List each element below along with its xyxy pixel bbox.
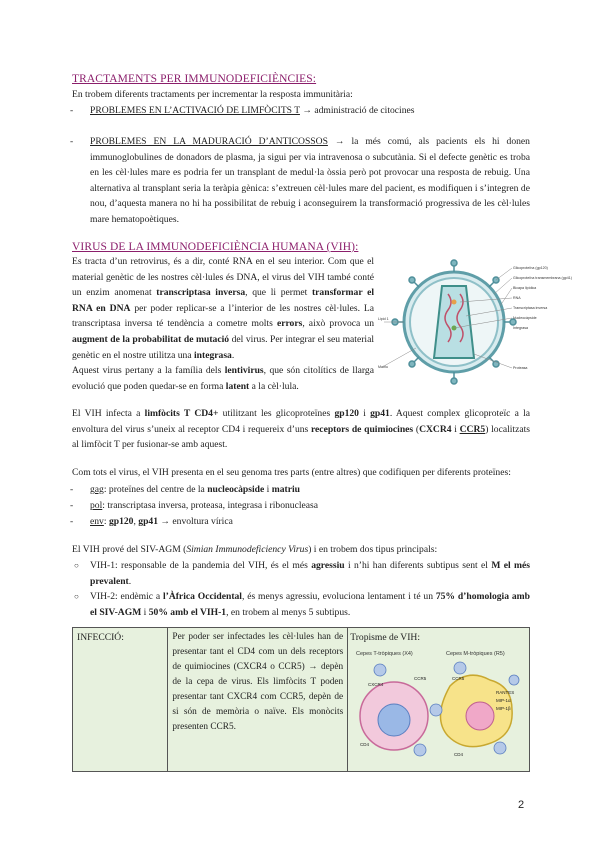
bullet-circle: ○ — [74, 561, 79, 570]
svg-text:CD4: CD4 — [360, 741, 370, 747]
vih-paragraph-2: Aquest virus pertany a la família dels lentivirus, que són citolítics de llarga evolució que poden quedar-se en forma latent a la cèl·lula. — [72, 365, 374, 392]
label-protease: Proteasa — [513, 366, 528, 370]
page-number: 2 — [518, 799, 525, 811]
label-matrix: Matriu — [378, 365, 388, 369]
label-bilayer: Bicapa lipídica — [513, 286, 537, 290]
label-gp41: Glicoproteïna transmembrana (gp41) — [513, 276, 572, 280]
type-item-vih1: ○ VIH-1: responsable de la pandemia del VIH, és el més agressiu i n’hi han diferents subtipus sent el M el més prevalent. — [74, 560, 530, 587]
item-title: PROBLEMES EN L’ACTIVACIÓ DE LIMFÒCITS T — [90, 105, 300, 116]
list-item: - PROBLEMES EN L’ACTIVACIÓ DE LIMFÒCITS T → administració de citocines — [90, 103, 530, 119]
svg-text:MIP-1β: MIP-1β — [496, 705, 511, 711]
svg-text:MIP-1α: MIP-1α — [496, 697, 511, 703]
table-cell-heading: INFECCIÓ: — [73, 628, 168, 772]
type-item-vih2: ○ VIH-2: endèmic a l’Àfrica Occidental, és menys agressiu, evoluciona lentament i té un 75% d’homologia amb el SIV-AGM i 50% amb el VIH-1, en trobem al menys 5 subtipus. — [74, 591, 530, 618]
svg-text:CXCR4: CXCR4 — [368, 681, 384, 687]
label-rna: RNA — [513, 296, 521, 300]
capsid-core — [434, 286, 474, 358]
label-rt: Transcriptasa inversa — [513, 306, 548, 310]
hiv-virion-diagram — [376, 256, 572, 386]
gene-item: - env: gp120, gp41 → envoltura vírica — [90, 514, 530, 530]
table-cell-text: Per poder ser infectades les cèl·lules han de presentar tant el CD4 com un dels receptors de quimiocines (CXCR4 o CCR5) → depèn de la cepa de virus. Els limfòcits T poden presentar tant CXCR4 com CCR5, depèn de si són de memòria o naïve. Els monòcits presenten CCR5. — [168, 628, 348, 772]
label-integrase: Integrasa — [513, 326, 528, 330]
label-nucleocapsid: Nucleocàpside — [513, 316, 537, 320]
t-cell — [360, 682, 428, 750]
section-heading-tractaments: TRACTAMENTS PER IMMUNODEFICIÈNCIES: — [72, 73, 317, 85]
svg-text:CD4: CD4 — [454, 751, 464, 757]
vih-paragraph-1: Es tracta d’un retrovirus, és a dir, conté RNA en el seu interior. Com que el material genètic de les nostres cèl·lules és DNA, el virus del VIH també conté un enzim anomenat transcriptasa inversa, que li permet transformar el RNA en DNA per poder replicar-se a l’interior de les nostres cèl·lules. La transcriptasa inversa té tendència a cometre molts errors, això provoca un augment de la probabilitat de mutació del virus. Per integrar el seu material genètic en el nostre utilitza una integrasa. — [72, 256, 375, 361]
bullet-dash: - — [70, 516, 74, 527]
vih-paragraph-4: Com tots el virus, el VIH presenta en el seu genoma tres parts (entre altres) que codifiquen per diferents proteïnes: — [72, 467, 511, 478]
r5-title: Cepes M-tròpiques (R5) — [446, 650, 505, 657]
label-lipid: Lipid 1 — [378, 317, 389, 321]
section-heading-vih: VIRUS DE LA IMMUNODEFICIÈNCIA HUMANA (VIH): — [72, 241, 359, 253]
svg-text:RANTES: RANTES — [496, 689, 515, 695]
gene-item: - gag: proteïnes del centre de la nucleocàpside i matriu — [90, 482, 530, 498]
bullet-dash: - — [70, 500, 74, 511]
bullet-dash: - — [70, 105, 74, 116]
label-gp120: Glicoproteïna (gp120) — [513, 266, 548, 270]
tractaments-intro: En trobem diferents tractaments per incrementar la resposta immunitària: — [72, 89, 353, 100]
svg-text:CCR5: CCR5 — [452, 675, 465, 681]
table-cell-figure — [348, 628, 530, 772]
tropisme-title: Tropisme de VIH: — [350, 632, 421, 643]
item-title: PROBLEMES EN LA MADURACIÓ D’ANTICOSSOS — [90, 136, 328, 147]
bullet-circle: ○ — [74, 592, 79, 601]
list-item: - PROBLEMES EN LA MADURACIÓ D’ANTICOSSOS → la més comú, als pacients els hi donen immunoglobulines de donadors de plasma, ja sigui per via intravenosa o subcutània. Si el defecte genètic es troba en les cèl·lules mare es podria fer un transplant de medul·la òssia però pot provocar una resposta de rebuig. Una alternativa al transplant seria la teràpia gènica: s’extreuen cèl·lules mare del pacient, es modifiquen i s’integren de nou, d’aquesta manera no hi ha possibilitat de rebuig i aconseguirem la transformació progressiva de les cèl·lules mare hematopoètiques. — [70, 136, 530, 225]
svg-text:CCR5: CCR5 — [414, 675, 427, 681]
bullet-dash: - — [70, 484, 74, 495]
vih-paragraph-3: El VIH infecta a limfòcits T CD4+ utilitzant les glicoproteïnes gp120 i gp41. Aquest complex glicoproteïc a la envoltura del virus s’uneix al receptor CD4 i requereix d’uns receptors de quimiocines (CXCR4 i CCR5) localitzats al limfòcit T per fusionar-se amb aquest. — [72, 408, 531, 451]
bullet-dash: - — [70, 136, 74, 147]
gene-item: - pol: transcriptasa inversa, proteasa, integrasa i ribonucleasa — [90, 498, 530, 514]
tropism-figure — [350, 646, 526, 764]
x4-title: Cepes T-tròpiques (X4) — [356, 650, 413, 657]
infeccio-table — [72, 627, 530, 772]
vih-paragraph-5: El VIH prové del SIV-AGM (Simian Immunodeficiency Virus) i en trobem dos tipus principals: — [72, 544, 438, 555]
